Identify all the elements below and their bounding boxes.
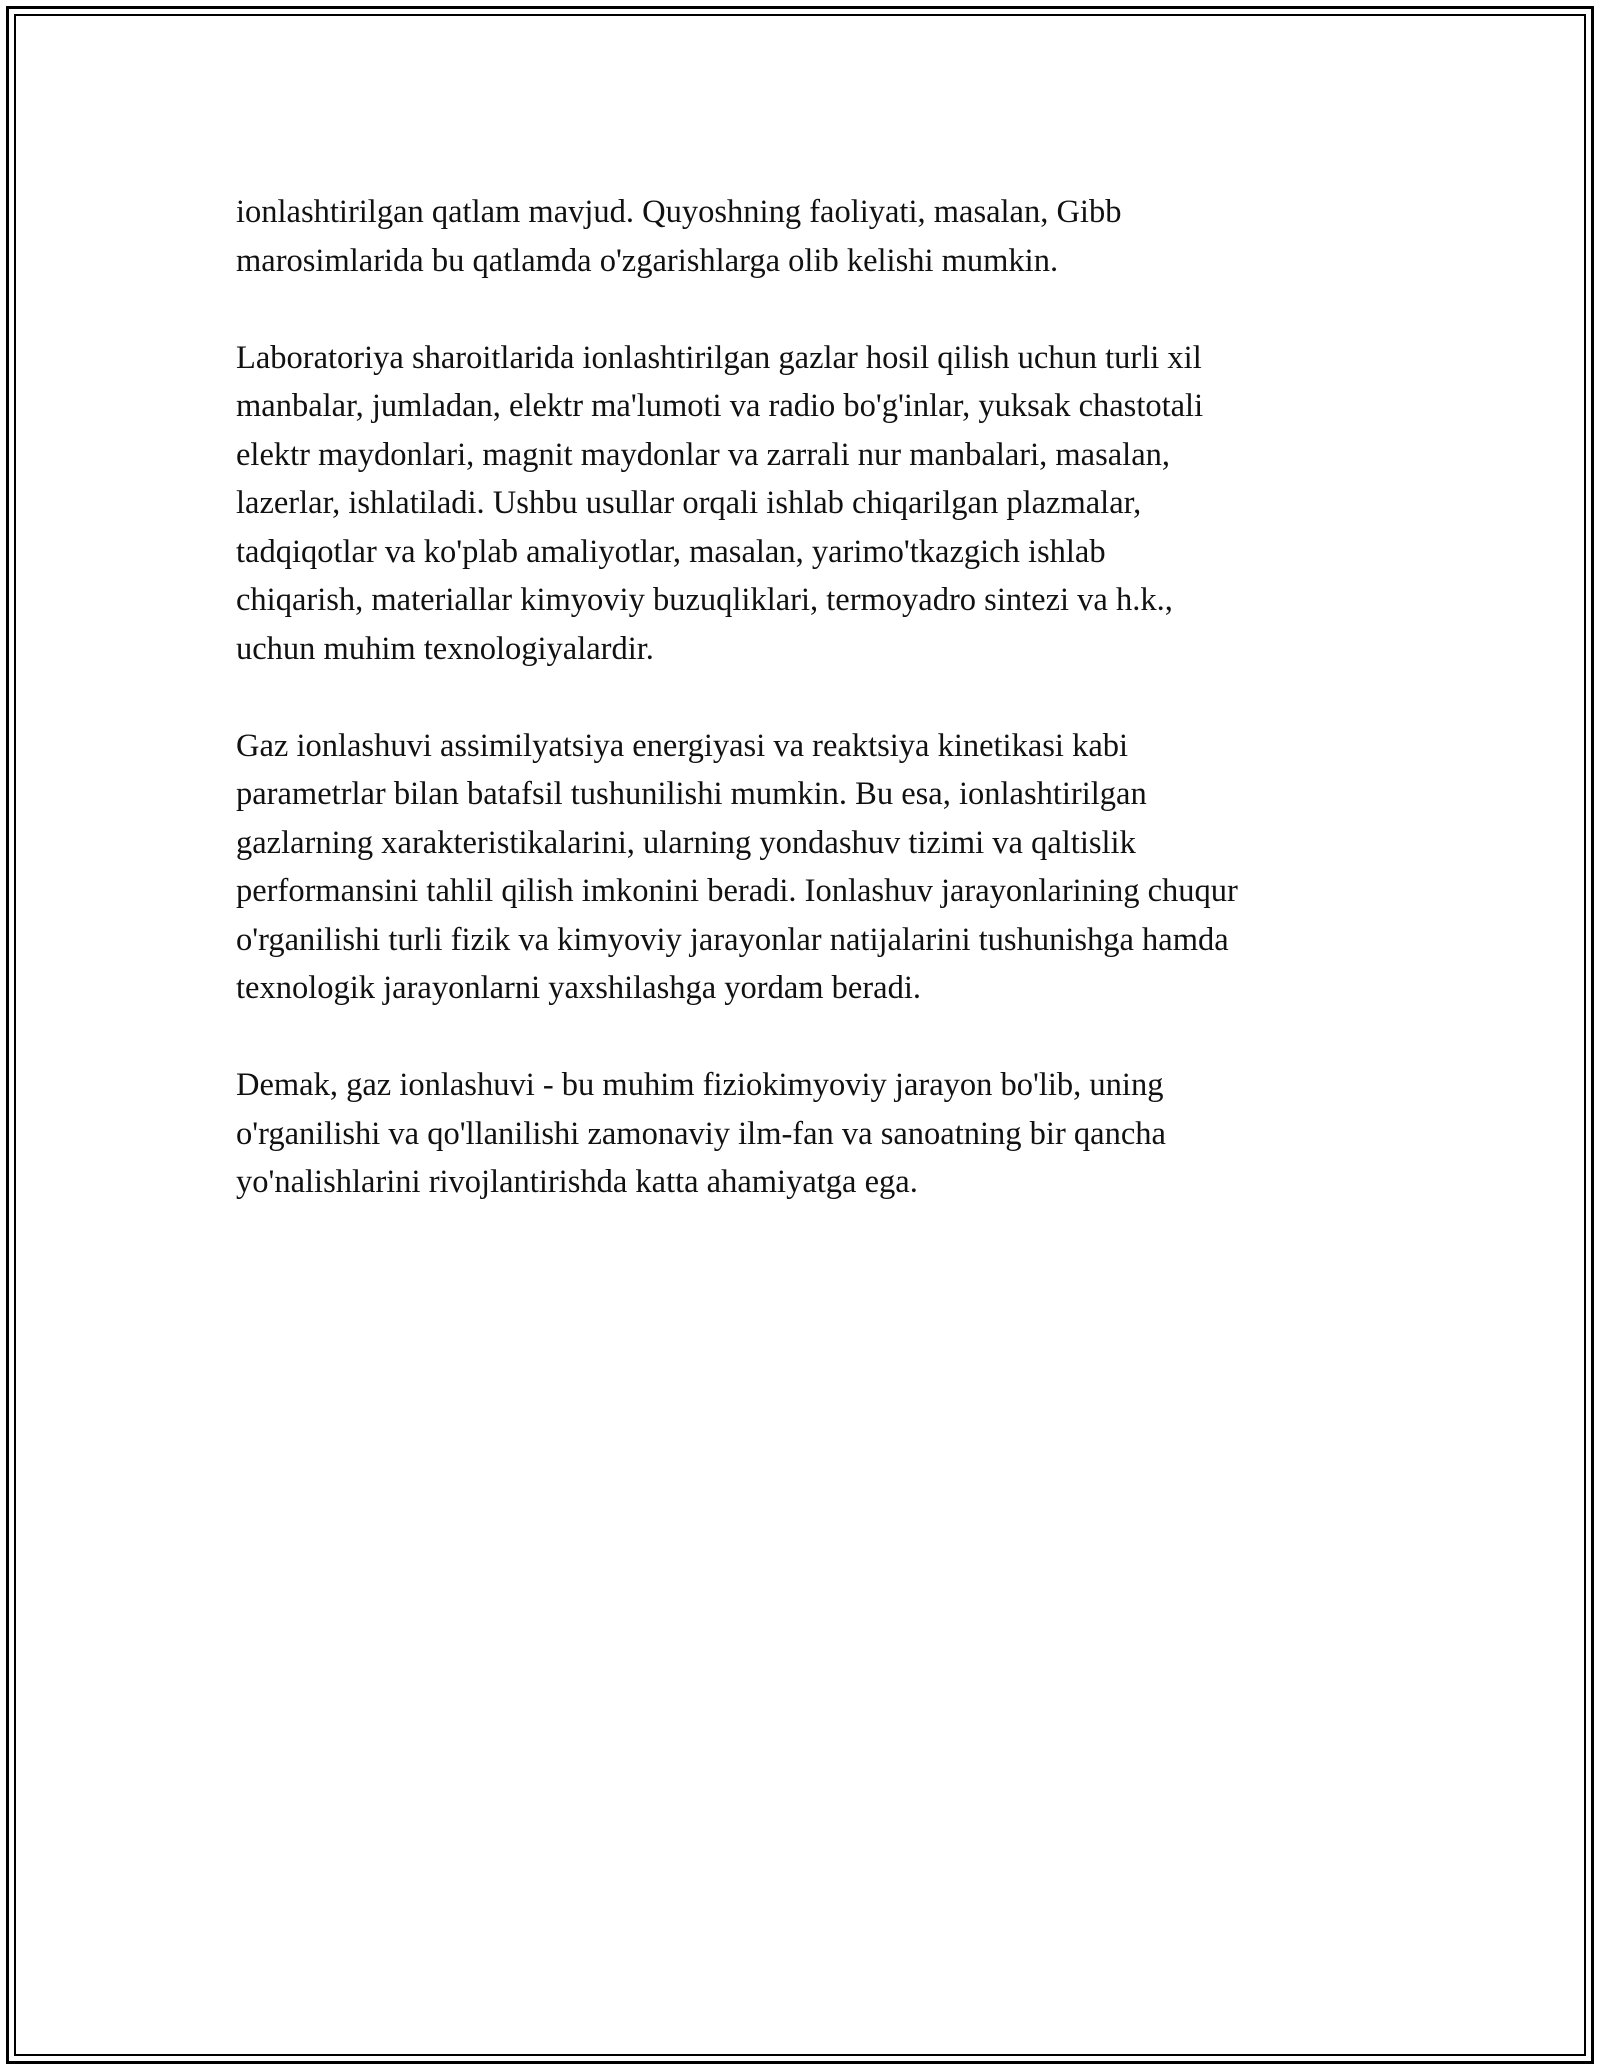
paragraph-2 — [236, 334, 1396, 674]
text-line: texnologik jarayonlarni yaxshilashga yordam beradi. — [236, 970, 922, 1006]
text-line: elektr maydonlari, magnit maydonlar va zarrali nur manbalari, masalan, — [236, 436, 1171, 473]
text-line: gazlarning xarakteristikalarini, ularning yondashuv tizimi va qaltislik — [236, 824, 1136, 861]
text-line: Gaz ionlashuvi assimilyatsiya energiyasi va reaktsiya kinetikasi kabi — [236, 727, 1129, 764]
document-body — [236, 188, 1396, 1255]
text-line: marosimlarida bu qatlamda o'zgarishlarga olib kelishi mumkin. — [236, 242, 1059, 279]
text-line: chiqarish, materiallar kimyoviy buzuqliklari, termoyadro sintezi va h.k., — [236, 582, 1173, 618]
text-line: tadqiqotlar va ko'plab amaliyotlar, masalan, yarimo'tkazgich ishlab — [236, 533, 1106, 570]
text-line: uchun muhim texnologiyalardir. — [236, 630, 654, 667]
text-line: manbalar, jumladan, elektr ma'lumoti va radio bo'g'inlar, yuksak chastotali — [236, 388, 1204, 424]
paragraph-4 — [236, 1061, 1396, 1207]
paragraph-3 — [236, 722, 1396, 1013]
text-line: lazerlar, ishlatiladi. Ushbu usullar orqali ishlab chiqarilgan plazmalar, — [236, 485, 1142, 521]
text-line: performansini tahlil qilish imkonini beradi. Ionlashuv jarayonlarining chuqur — [236, 873, 1238, 909]
text-line: o'rganilishi turli fizik va kimyoviy jarayonlar natijalarini tushunishga hamda — [236, 921, 1229, 958]
paragraph-1 — [236, 188, 1396, 285]
text-line: o'rganilishi va qo'llanilishi zamonaviy ilm-fan va sanoatning bir qancha — [236, 1115, 1166, 1152]
text-line: Demak, gaz ionlashuvi - bu muhim fiziokimyoviy jarayon bo'lib, uning — [236, 1067, 1164, 1103]
text-line: parametrlar bilan batafsil tushunilishi mumkin. Bu esa, ionlashtirilgan — [236, 776, 1147, 812]
text-line: yo'nalishlarini rivojlantirishda katta ahamiyatga ega. — [236, 1164, 918, 1200]
text-line: ionlashtirilgan qatlam mavjud. Quyoshning faoliyati, masalan, Gibb — [236, 194, 1122, 230]
text-line: Laboratoriya sharoitlarida ionlashtirilgan gazlar hosil qilish uchun turli xil — [236, 339, 1202, 376]
